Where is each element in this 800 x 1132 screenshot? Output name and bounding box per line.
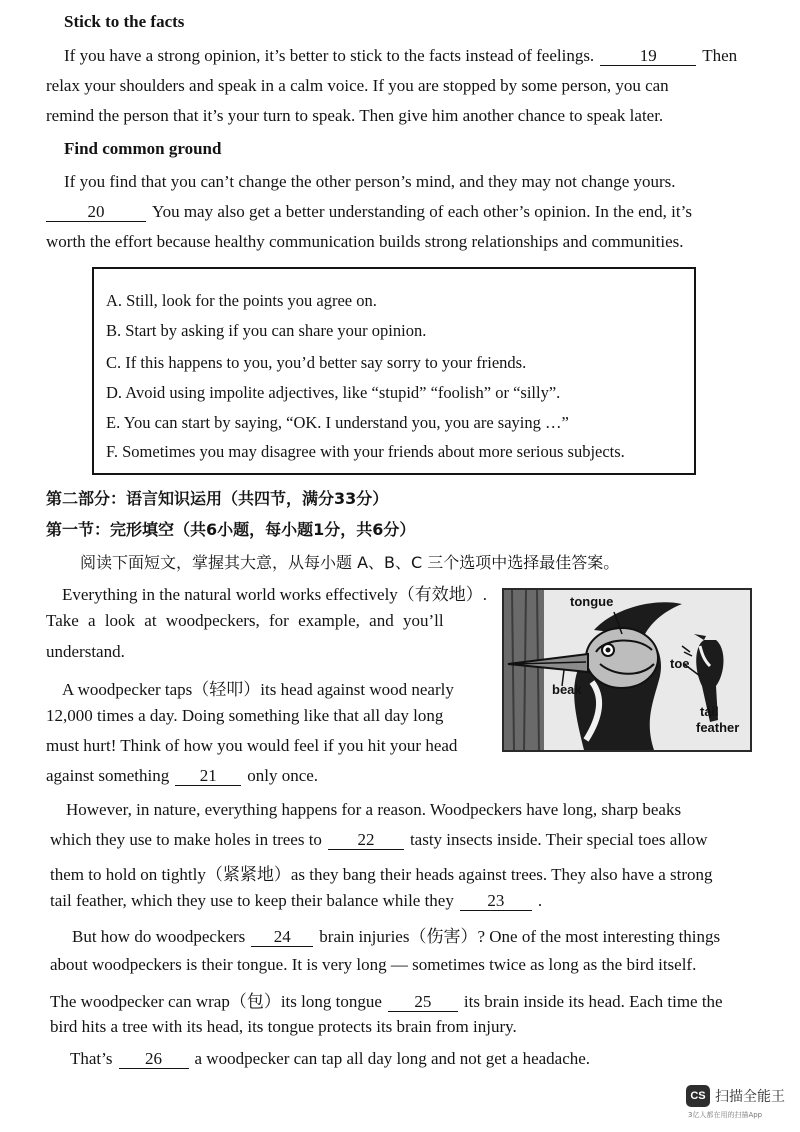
passage-line: which they use to make holes in trees to 22 tasty insects inside. Their special toes allow (50, 830, 708, 849)
passage-line: However, in nature, everything happens for a reason. Woodpeckers have long, sharp beaks (66, 800, 682, 819)
passage-line: That’s 26 a woodpecker can tap all day long and not get a headache. (70, 1049, 591, 1068)
paragraph-line: If you have a strong opinion, it’s better to stick to the facts instead of feelings. 19 Then (64, 46, 738, 65)
section-heading-common-ground: Find common ground (64, 139, 222, 158)
passage-line: understand. (46, 642, 125, 661)
paragraph-line: worth the effort because healthy communication builds strong relationships and communities. (46, 232, 684, 251)
scanner-tagline: 3亿人都在用的扫描App (688, 1111, 763, 1119)
passage-line: 12,000 times a day. Doing something like that all day long (46, 706, 444, 725)
option-e: E. You can start by saying, “OK. I understand you, you are saying …” (106, 413, 569, 432)
cloze-section-title: 第一节：完形填空（共6小题，每小题1分，共6分） (46, 520, 416, 539)
passage-line: them to hold on tightly（紧紧地）as they bang their heads against trees. They also have a strong (50, 865, 713, 884)
figure-label-tongue: tongue (570, 594, 614, 609)
passage-line: Everything in the natural world works effectively（有效地）. (62, 585, 488, 604)
figure-label-feather: feather (696, 720, 740, 735)
answer-blank-20[interactable]: 20 (46, 203, 146, 222)
answer-blank-26[interactable]: 26 (119, 1050, 189, 1069)
passage-line: tail feather, which they use to keep their balance while they 23 . (50, 891, 543, 910)
part2-title: 第二部分：语言知识运用（共四节，满分33分） (46, 489, 389, 508)
passage-line: bird hits a tree with its head, its tongue protects its brain from injury. (50, 1017, 517, 1036)
figure-label-toe: toe (670, 656, 690, 671)
figure-label-beak: beak (552, 682, 582, 697)
scanner-watermark (686, 1085, 790, 1123)
paragraph-line: relax your shoulders and speak in a calm voice. If you are stopped by some person, you can (46, 76, 669, 95)
passage-line: But how do woodpeckers 24 brain injuries（伤害）? One of the most interesting things (72, 927, 721, 946)
scanner-logo-icon: CS (686, 1085, 710, 1107)
answer-blank-23[interactable]: 23 (460, 892, 532, 911)
passage-line: Take a look at woodpeckers, for example, and you’ll (46, 611, 444, 630)
option-d: D. Avoid using impolite adjectives, like “stupid” “foolish” or “silly”. (106, 383, 561, 402)
option-a: A. Still, look for the points you agree on. (106, 291, 377, 310)
paragraph-line: If you find that you can’t change the other person’s mind, and they may not change yours. (64, 172, 676, 191)
passage-line: about woodpeckers is their tongue. It is very long — sometimes twice as long as the bird itself. (50, 955, 697, 974)
answer-blank-19[interactable]: 19 (600, 47, 696, 66)
section-heading-facts: Stick to the facts (64, 12, 185, 31)
figure-label-tail: tail (700, 704, 719, 719)
passage-line: A woodpecker taps（轻叩）its head against wood nearly (62, 680, 454, 699)
answer-blank-25[interactable]: 25 (388, 993, 458, 1012)
woodpecker-illustration (502, 588, 752, 752)
answer-blank-21[interactable]: 21 (175, 767, 241, 786)
option-c: C. If this happens to you, you’d better say sorry to your friends. (106, 353, 527, 372)
passage-line: against something 21 only once. (46, 766, 319, 785)
answer-blank-24[interactable]: 24 (251, 928, 313, 947)
option-b: B. Start by asking if you can share your opinion. (106, 321, 427, 340)
paragraph-line: remind the person that it’s your turn to speak. Then give him another chance to speak later. (46, 106, 664, 125)
option-f: F. Sometimes you may disagree with your friends about more serious subjects. (106, 442, 625, 461)
passage-line: must hurt! Think of how you would feel if you hit your head (46, 736, 458, 755)
passage-line: The woodpecker can wrap（包）its long tongue 25 its brain inside its head. Each time the (50, 992, 723, 1011)
answer-blank-22[interactable]: 22 (328, 831, 404, 850)
options-box (92, 267, 696, 475)
scanner-brand: 扫描全能王 (715, 1089, 785, 1105)
paragraph-line: 20 You may also get a better understanding of each other’s opinion. In the end, it’s (46, 202, 692, 222)
instruction-text: 阅读下面短文，掌握其大意，从每小题 A、B、C 三个选项中选择最佳答案。 (80, 553, 620, 572)
